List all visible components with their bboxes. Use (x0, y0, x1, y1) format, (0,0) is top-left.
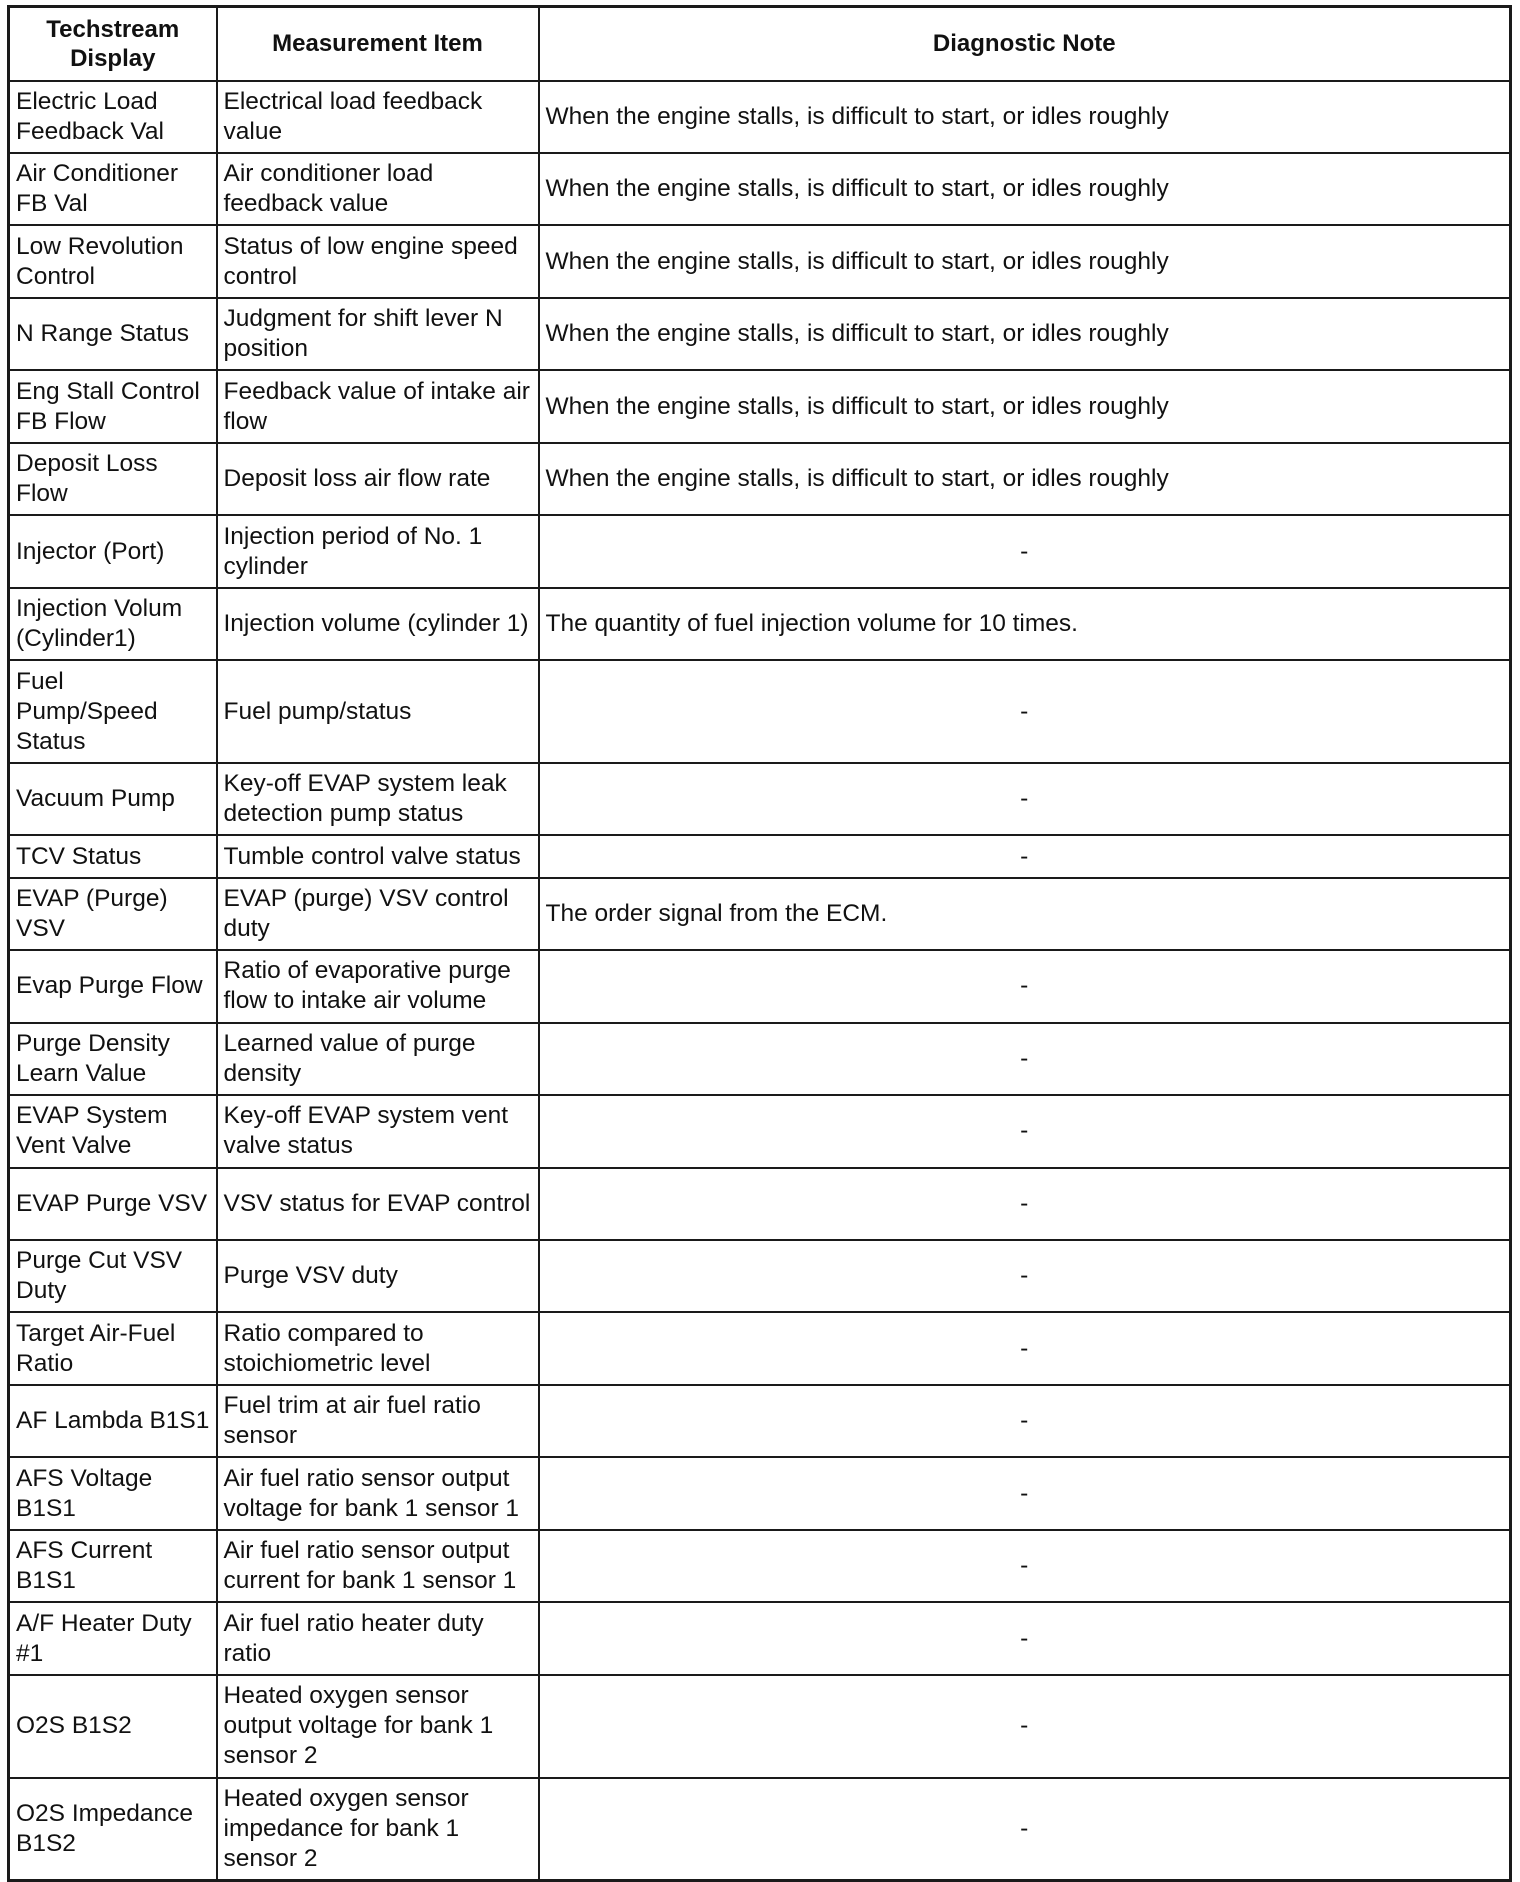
cell-diagnostic-note: - (539, 1778, 1511, 1881)
cell-measurement-item: Key-off EVAP system vent valve status (217, 1095, 539, 1167)
table-body (9, 81, 1511, 1881)
cell-measurement-item: Status of low engine speed control (217, 225, 539, 297)
cell-techstream-display: Deposit Loss Flow (9, 443, 217, 515)
cell-techstream-display: Injector (Port) (9, 515, 217, 587)
cell-diagnostic-note: - (539, 835, 1511, 877)
cell-techstream-display: AFS Voltage B1S1 (9, 1457, 217, 1529)
cell-diagnostic-note: - (539, 1023, 1511, 1095)
table-row (9, 763, 1511, 835)
table-row (9, 298, 1511, 370)
cell-diagnostic-note: When the engine stalls, is difficult to start, or idles roughly (539, 81, 1511, 153)
table-row (9, 81, 1511, 153)
cell-measurement-item: Fuel pump/status (217, 660, 539, 763)
diagnostic-data-table (7, 5, 1512, 1882)
cell-measurement-item: Air fuel ratio sensor output current for bank 1 sensor 1 (217, 1530, 539, 1602)
cell-techstream-display: N Range Status (9, 298, 217, 370)
cell-diagnostic-note: - (539, 950, 1511, 1022)
diagnostic-data-table-sheet (7, 5, 1512, 1882)
cell-techstream-display: Evap Purge Flow (9, 950, 217, 1022)
table-row (9, 660, 1511, 763)
cell-diagnostic-note: The quantity of fuel injection volume for 10 times. (539, 588, 1511, 660)
cell-techstream-display: AFS Current B1S1 (9, 1530, 217, 1602)
cell-techstream-display: TCV Status (9, 835, 217, 877)
header-diagnostic-note: Diagnostic Note (539, 7, 1511, 81)
cell-measurement-item: Feedback value of intake air flow (217, 370, 539, 442)
cell-measurement-item: Ratio of evaporative purge flow to intake air volume (217, 950, 539, 1022)
table-row (9, 1095, 1511, 1167)
cell-techstream-display: Low Revolution Control (9, 225, 217, 297)
cell-techstream-display: EVAP (Purge) VSV (9, 878, 217, 950)
cell-measurement-item: Air conditioner load feedback value (217, 153, 539, 225)
cell-techstream-display: O2S Impedance B1S2 (9, 1778, 217, 1881)
cell-diagnostic-note: - (539, 1312, 1511, 1384)
table-row (9, 1023, 1511, 1095)
cell-measurement-item: Fuel trim at air fuel ratio sensor (217, 1385, 539, 1457)
cell-measurement-item: Electrical load feedback value (217, 81, 539, 153)
cell-measurement-item: Injection volume (cylinder 1) (217, 588, 539, 660)
cell-measurement-item: Deposit loss air flow rate (217, 443, 539, 515)
cell-techstream-display: Electric Load Feedback Val (9, 81, 217, 153)
cell-measurement-item: Key-off EVAP system leak detection pump status (217, 763, 539, 835)
table-row (9, 588, 1511, 660)
table-row (9, 1530, 1511, 1602)
table-row (9, 225, 1511, 297)
cell-diagnostic-note: - (539, 1385, 1511, 1457)
table-row (9, 950, 1511, 1022)
header-techstream-display: Techstream Display (9, 7, 217, 81)
cell-techstream-display: Purge Density Learn Value (9, 1023, 217, 1095)
cell-diagnostic-note: - (539, 1602, 1511, 1674)
cell-diagnostic-note: When the engine stalls, is difficult to start, or idles roughly (539, 225, 1511, 297)
table-row (9, 1675, 1511, 1778)
cell-diagnostic-note: When the engine stalls, is difficult to start, or idles roughly (539, 153, 1511, 225)
header-measurement-item: Measurement Item (217, 7, 539, 81)
cell-diagnostic-note: - (539, 1530, 1511, 1602)
table-header-row (9, 7, 1511, 81)
cell-diagnostic-note: - (539, 1095, 1511, 1167)
cell-measurement-item: Learned value of purge density (217, 1023, 539, 1095)
cell-diagnostic-note: - (539, 1675, 1511, 1778)
cell-techstream-display: Eng Stall Control FB Flow (9, 370, 217, 442)
cell-measurement-item: Injection period of No. 1 cylinder (217, 515, 539, 587)
cell-measurement-item: EVAP (purge) VSV control duty (217, 878, 539, 950)
cell-measurement-item: Judgment for shift lever N position (217, 298, 539, 370)
table-row (9, 1240, 1511, 1312)
cell-techstream-display: Fuel Pump/Speed Status (9, 660, 217, 763)
cell-diagnostic-note: - (539, 515, 1511, 587)
cell-diagnostic-note: When the engine stalls, is difficult to start, or idles roughly (539, 370, 1511, 442)
cell-techstream-display: Injection Volum (Cylinder1) (9, 588, 217, 660)
cell-diagnostic-note: - (539, 763, 1511, 835)
cell-diagnostic-note: When the engine stalls, is difficult to start, or idles roughly (539, 298, 1511, 370)
cell-techstream-display: Vacuum Pump (9, 763, 217, 835)
cell-techstream-display: A/F Heater Duty #1 (9, 1602, 217, 1674)
table-row (9, 1312, 1511, 1384)
cell-diagnostic-note: The order signal from the ECM. (539, 878, 1511, 950)
table-row (9, 835, 1511, 877)
cell-techstream-display: AF Lambda B1S1 (9, 1385, 217, 1457)
cell-techstream-display: Target Air-Fuel Ratio (9, 1312, 217, 1384)
cell-measurement-item: Purge VSV duty (217, 1240, 539, 1312)
cell-techstream-display: EVAP Purge VSV (9, 1168, 217, 1240)
table-row (9, 1385, 1511, 1457)
cell-techstream-display: Air Conditioner FB Val (9, 153, 217, 225)
table-row (9, 1457, 1511, 1529)
cell-diagnostic-note: - (539, 1240, 1511, 1312)
table-row (9, 1168, 1511, 1240)
table-row (9, 1778, 1511, 1881)
cell-diagnostic-note: - (539, 660, 1511, 763)
table-row (9, 443, 1511, 515)
table-row (9, 515, 1511, 587)
cell-measurement-item: Air fuel ratio heater duty ratio (217, 1602, 539, 1674)
cell-techstream-display: EVAP System Vent Valve (9, 1095, 217, 1167)
cell-diagnostic-note: When the engine stalls, is difficult to start, or idles roughly (539, 443, 1511, 515)
table-row (9, 878, 1511, 950)
cell-measurement-item: Ratio compared to stoichiometric level (217, 1312, 539, 1384)
cell-diagnostic-note: - (539, 1457, 1511, 1529)
cell-measurement-item: VSV status for EVAP control (217, 1168, 539, 1240)
cell-measurement-item: Air fuel ratio sensor output voltage for bank 1 sensor 1 (217, 1457, 539, 1529)
cell-measurement-item: Tumble control valve status (217, 835, 539, 877)
cell-diagnostic-note: - (539, 1168, 1511, 1240)
table-row (9, 1602, 1511, 1674)
table-row (9, 153, 1511, 225)
cell-techstream-display: O2S B1S2 (9, 1675, 217, 1778)
table-row (9, 370, 1511, 442)
cell-measurement-item: Heated oxygen sensor output voltage for bank 1 sensor 2 (217, 1675, 539, 1778)
cell-measurement-item: Heated oxygen sensor impedance for bank 1 sensor 2 (217, 1778, 539, 1881)
cell-techstream-display: Purge Cut VSV Duty (9, 1240, 217, 1312)
